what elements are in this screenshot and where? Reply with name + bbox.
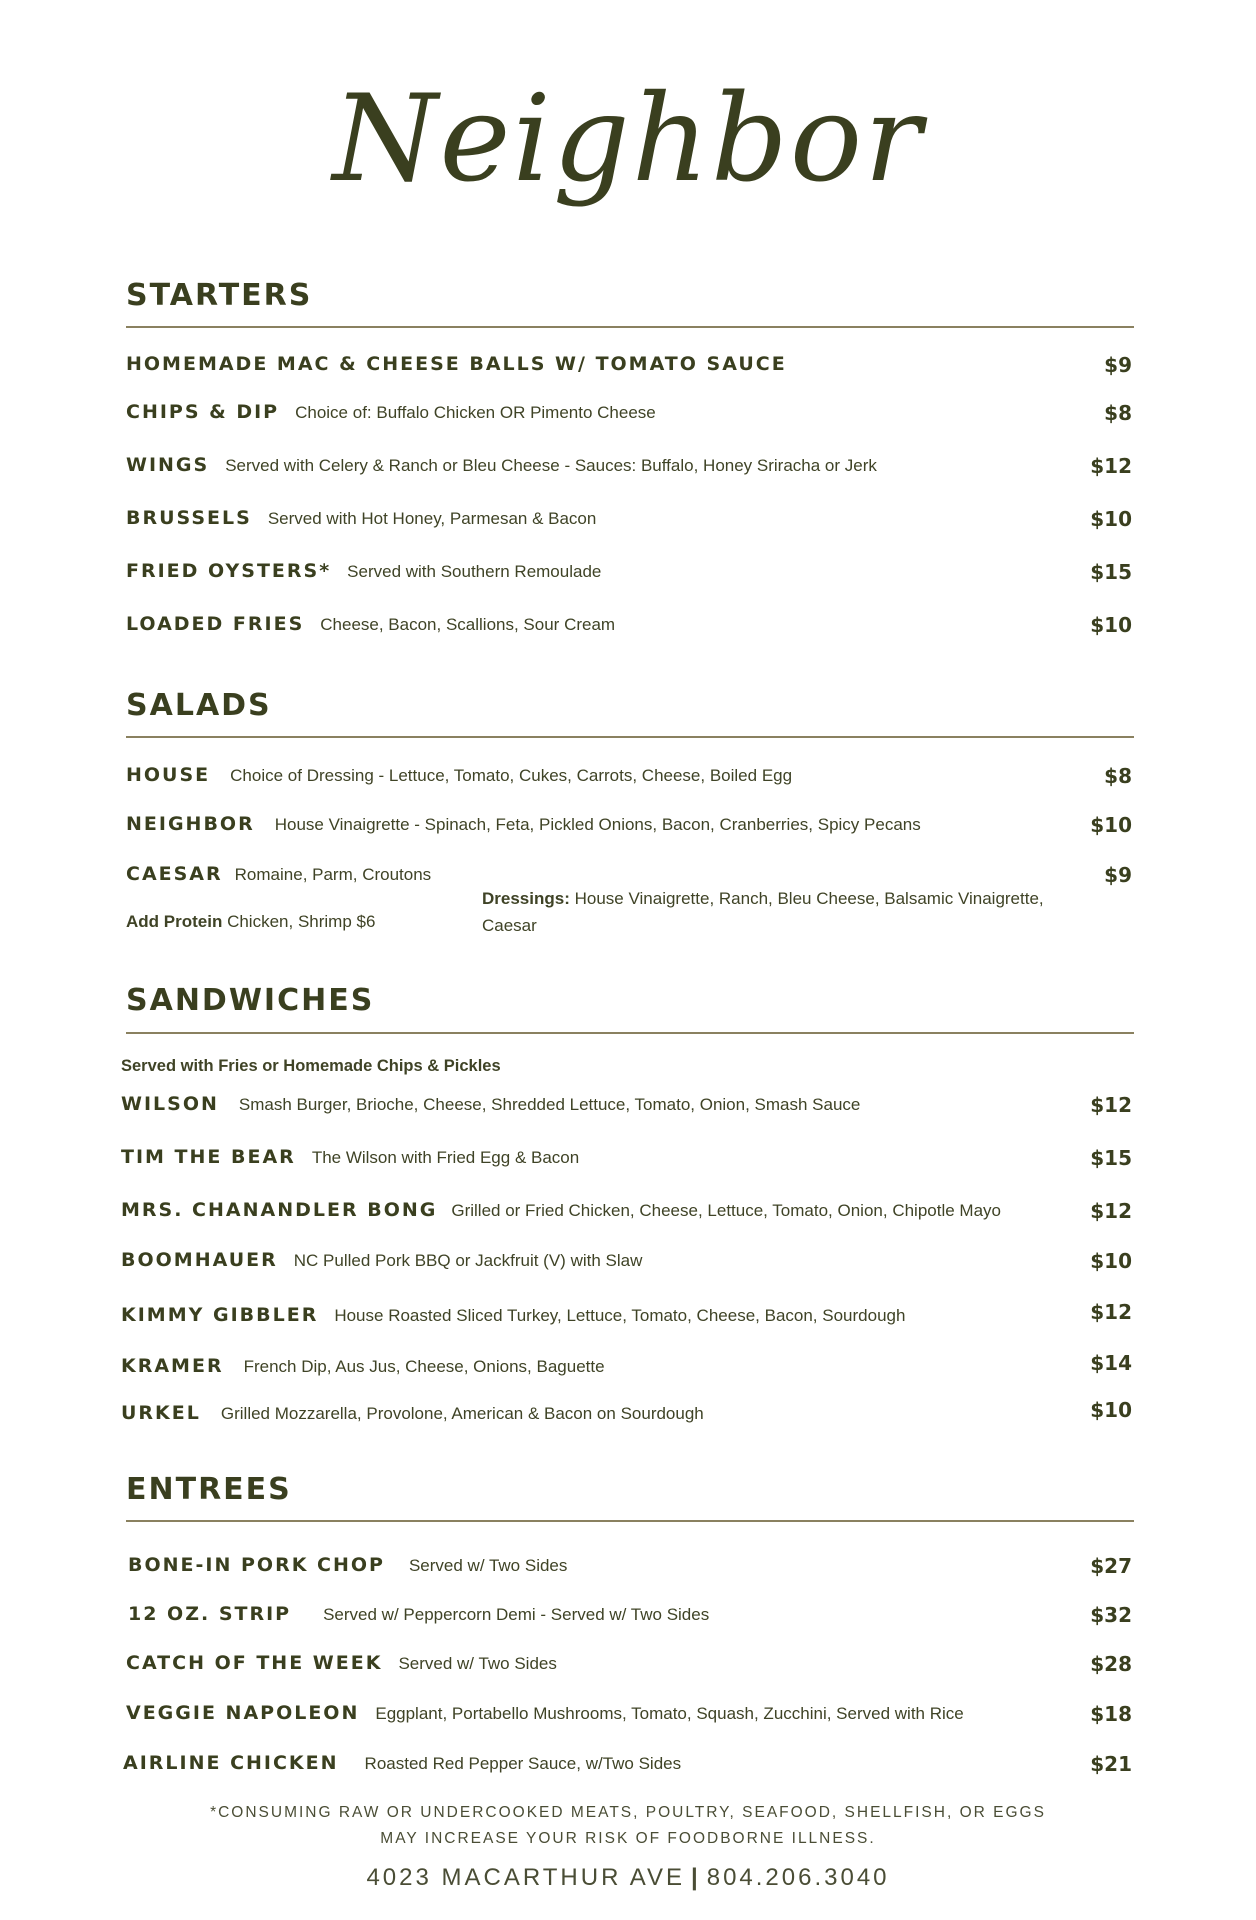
item-name: MRS. CHANANDLER BONG bbox=[121, 1199, 438, 1221]
section-divider bbox=[126, 1032, 1134, 1034]
item-description: Eggplant, Portabello Mushrooms, Tomato, Squash, Zucchini, Served with Rice bbox=[375, 1704, 964, 1723]
item-price: $12 bbox=[1090, 454, 1132, 478]
item-name: URKEL bbox=[121, 1402, 201, 1424]
item-name: BOOMHAUER bbox=[121, 1249, 278, 1271]
menu-item bbox=[126, 560, 1134, 590]
item-name: NEIGHBOR bbox=[126, 813, 255, 835]
item-price: $8 bbox=[1104, 401, 1132, 425]
item-price: $14 bbox=[1090, 1351, 1132, 1375]
item-name: CATCH OF THE WEEK bbox=[126, 1652, 383, 1674]
item-description: The Wilson with Fried Egg & Bacon bbox=[311, 1148, 580, 1167]
item-price: $10 bbox=[1090, 1249, 1132, 1273]
item-description: Served with Celery & Ranch or Bleu Cheese - Sauces: Buffalo, Honey Sriracha or Jerk bbox=[225, 456, 877, 475]
item-price: $10 bbox=[1090, 613, 1132, 637]
add-protein-text: Chicken, Shrimp $6 bbox=[227, 912, 376, 931]
item-name: CHIPS & DIP bbox=[126, 401, 280, 423]
add-protein-note bbox=[126, 912, 375, 932]
contact-footer bbox=[0, 1864, 1256, 1892]
item-description: French Dip, Aus Jus, Cheese, Onions, Baguette bbox=[243, 1357, 605, 1376]
item-price: $10 bbox=[1090, 1398, 1132, 1422]
menu-item bbox=[121, 1093, 1134, 1123]
item-name: KIMMY GIBBLER bbox=[121, 1304, 319, 1326]
section-divider bbox=[126, 1520, 1134, 1522]
item-price: $12 bbox=[1090, 1300, 1132, 1324]
item-name: BONE-IN PORK CHOP bbox=[128, 1554, 385, 1576]
sandwiches-subtitle: Served with Fries or Homemade Chips & Pickles bbox=[121, 1057, 501, 1075]
menu-item bbox=[126, 813, 1134, 843]
item-name: KRAMER bbox=[121, 1355, 224, 1377]
address: 4023 MACARTHUR AVE bbox=[366, 1864, 685, 1891]
menu-item bbox=[121, 1146, 1134, 1176]
disclaimer-line: *CONSUMING RAW OR UNDERCOOKED MEATS, POULTRY, SEAFOOD, SHELLFISH, OR EGGS bbox=[210, 1804, 1046, 1821]
item-description: Served w/ Two Sides bbox=[398, 1654, 557, 1673]
dressings-note bbox=[482, 885, 1062, 939]
dressings-text: House Vinaigrette, Ranch, Bleu Cheese, Balsamic Vinaigrette, bbox=[574, 889, 1044, 908]
menu-item bbox=[123, 1752, 1134, 1782]
item-price: $10 bbox=[1090, 813, 1132, 837]
item-description: Served w/ Peppercorn Demi - Served w/ Two Sides bbox=[323, 1605, 710, 1624]
item-description: House Vinaigrette - Spinach, Feta, Pickled Onions, Bacon, Cranberries, Spicy Pecans bbox=[274, 815, 921, 834]
item-name: HOUSE bbox=[126, 764, 211, 786]
phone-number: 804.206.3040 bbox=[706, 1864, 890, 1891]
item-name: VEGGIE NAPOLEON bbox=[126, 1702, 360, 1724]
item-price: $12 bbox=[1090, 1093, 1132, 1117]
item-description: Served with Hot Honey, Parmesan & Bacon bbox=[267, 509, 597, 528]
menu-item bbox=[121, 1249, 1134, 1279]
item-price: $15 bbox=[1090, 1146, 1132, 1170]
item-name: TIM THE BEAR bbox=[121, 1146, 296, 1168]
item-name: CAESAR bbox=[126, 863, 223, 885]
menu-item bbox=[128, 1603, 1134, 1633]
disclaimer-line: MAY INCREASE YOUR RISK OF FOODBORNE ILLNESS. bbox=[380, 1830, 876, 1847]
item-name: 12 OZ. STRIP bbox=[128, 1603, 292, 1625]
dressings-label: Dressings: bbox=[482, 889, 570, 908]
item-description: Served with Southern Remoulade bbox=[347, 562, 602, 581]
brand-logo: Neighbor bbox=[332, 70, 924, 209]
item-description: Romaine, Parm, Croutons bbox=[234, 865, 432, 884]
menu-item bbox=[126, 1652, 1134, 1682]
section-divider bbox=[126, 326, 1134, 328]
item-price: $10 bbox=[1090, 507, 1132, 531]
item-price: $18 bbox=[1090, 1702, 1132, 1726]
item-name: LOADED FRIES bbox=[126, 613, 305, 635]
add-protein-label: Add Protein bbox=[126, 912, 223, 931]
section-title-entrees: ENTREES bbox=[126, 1472, 292, 1507]
menu-item bbox=[126, 764, 1134, 794]
item-name: FRIED OYSTERS* bbox=[126, 560, 332, 582]
menu-item bbox=[126, 353, 1134, 383]
item-name: HOMEMADE MAC & CHEESE BALLS W/ TOMATO SAUCE bbox=[126, 353, 787, 375]
footer-separator: | bbox=[691, 1864, 701, 1891]
food-safety-disclaimer bbox=[0, 1800, 1256, 1852]
menu-item bbox=[121, 1351, 1134, 1385]
item-description: Smash Burger, Brioche, Cheese, Shredded Lettuce, Tomato, Onion, Smash Sauce bbox=[238, 1095, 861, 1114]
item-price: $9 bbox=[1104, 863, 1132, 887]
item-description: Choice of Dressing - Lettuce, Tomato, Cukes, Carrots, Cheese, Boiled Egg bbox=[230, 766, 793, 785]
item-description: Choice of: Buffalo Chicken OR Pimento Cheese bbox=[295, 403, 656, 422]
item-name: BRUSSELS bbox=[126, 507, 252, 529]
section-title-salads: SALADS bbox=[126, 688, 272, 723]
section-divider bbox=[126, 736, 1134, 738]
item-price: $8 bbox=[1104, 764, 1132, 788]
dressings-text-continued: Caesar bbox=[482, 916, 537, 935]
item-description: Grilled Mozzarella, Provolone, American & Bacon on Sourdough bbox=[220, 1404, 704, 1423]
item-description: Grilled or Fried Chicken, Cheese, Lettuce, Tomato, Onion, Chipotle Mayo bbox=[451, 1201, 1001, 1220]
menu-item bbox=[126, 1702, 1134, 1732]
item-description: Served w/ Two Sides bbox=[408, 1556, 568, 1575]
item-description: House Roasted Sliced Turkey, Lettuce, Tomato, Cheese, Bacon, Sourdough bbox=[334, 1306, 906, 1325]
menu-item bbox=[121, 1398, 1134, 1432]
item-price: $9 bbox=[1104, 353, 1132, 377]
menu-item bbox=[121, 1199, 1134, 1229]
item-name: WINGS bbox=[126, 454, 210, 476]
section-title-starters: STARTERS bbox=[126, 278, 313, 313]
menu-item bbox=[126, 401, 1134, 431]
item-name: WILSON bbox=[121, 1093, 219, 1115]
item-name: AIRLINE CHICKEN bbox=[123, 1752, 339, 1774]
item-description: Roasted Red Pepper Sauce, w/Two Sides bbox=[364, 1754, 682, 1773]
menu-item bbox=[128, 1554, 1134, 1584]
item-price: $12 bbox=[1090, 1199, 1132, 1223]
item-price: $28 bbox=[1090, 1652, 1132, 1676]
item-price: $15 bbox=[1090, 560, 1132, 584]
menu-item bbox=[126, 454, 1134, 484]
item-description: Cheese, Bacon, Scallions, Sour Cream bbox=[320, 615, 616, 634]
section-title-sandwiches: SANDWICHES bbox=[126, 983, 375, 1018]
item-price: $32 bbox=[1090, 1603, 1132, 1627]
menu-item bbox=[126, 613, 1134, 643]
item-description: NC Pulled Pork BBQ or Jackfruit (V) with Slaw bbox=[293, 1251, 643, 1270]
menu-item bbox=[121, 1300, 1134, 1334]
item-price: $21 bbox=[1090, 1752, 1132, 1776]
menu-item bbox=[126, 507, 1134, 537]
item-price: $27 bbox=[1090, 1554, 1132, 1578]
